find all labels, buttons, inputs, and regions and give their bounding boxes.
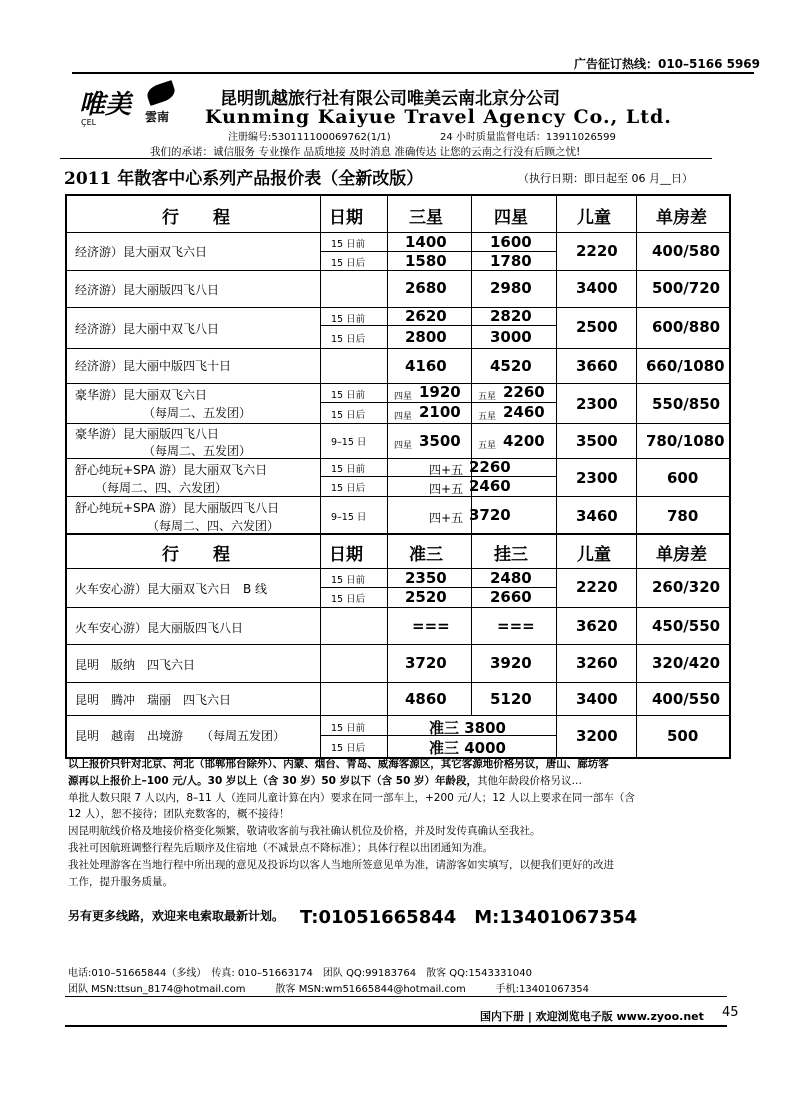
contact-line: 电话:010–51665844（多线） 传真: 010–51663174 团队 QQ:99183764 散客 QQ:1543331040 — [68, 968, 532, 979]
price: 4860 — [405, 690, 447, 708]
registration-number: 注册编号:530111100069762(1/1) — [228, 132, 391, 143]
price: 准三 3800 — [429, 719, 506, 737]
tier-label: 四星 — [394, 392, 413, 402]
price: 1600 — [490, 233, 532, 251]
price: 4200 — [503, 432, 545, 450]
row-line — [67, 496, 729, 497]
phone-numbers: T:01051665844 M:13401067354 — [300, 907, 638, 928]
note-normal: 其他年龄段价格另议… — [477, 774, 583, 787]
row-line — [67, 568, 729, 569]
single-supplement: 660/1080 — [646, 357, 725, 375]
date-before: 15 日前 — [331, 314, 366, 325]
header-single: 单房差 — [656, 208, 707, 228]
route-schedule: （每周二、四、六发团） — [95, 481, 228, 495]
single-supplement: 500/720 — [652, 279, 721, 297]
header-rule — [72, 72, 754, 74]
ad-hotline: 广告征订热线：010–5166 5969 — [573, 57, 760, 71]
header-3star: 三星 — [409, 208, 443, 228]
child-price: 2220 — [576, 242, 618, 260]
price: 3920 — [490, 654, 532, 672]
header-child: 儿童 — [577, 545, 611, 565]
row-line — [67, 270, 729, 271]
price: 2620 — [405, 307, 447, 325]
price: 准三 4000 — [429, 739, 506, 757]
single-supplement: 780/1080 — [646, 432, 725, 450]
header-date: 日期 — [329, 545, 363, 565]
tier-label: 四+五 — [429, 511, 464, 525]
contact-line: 团队 MSN:ttsun_8174@hotmail.com 散客 MSN:wm51665844@hotmail.com 手机:13401067354 — [68, 984, 590, 995]
row-line — [67, 644, 729, 645]
date-before: 15 日前 — [331, 575, 366, 586]
single-supplement: 550/850 — [652, 395, 721, 413]
header-guasan: 挂三 — [494, 545, 528, 565]
price: 1580 — [405, 252, 447, 270]
leaf-icon — [145, 80, 177, 106]
single-supplement: 600 — [667, 469, 699, 487]
row-line — [67, 307, 729, 308]
child-price: 3500 — [576, 432, 618, 450]
route-schedule: （每周二、四、六发团） — [147, 519, 280, 533]
row-line — [67, 383, 729, 384]
date-after: 15 日后 — [331, 743, 366, 754]
route-label: 昆明 腾冲 瑞丽 四飞六日 — [75, 693, 232, 707]
single-supplement: 320/420 — [652, 654, 721, 672]
price: 2260 — [503, 383, 545, 401]
tier-label: 五星 — [478, 392, 497, 402]
price: 2350 — [405, 569, 447, 587]
row-line — [67, 607, 729, 608]
route-schedule: （每周二、五发团） — [143, 406, 252, 420]
tier-label: 四星 — [394, 441, 413, 451]
price: 3720 — [405, 654, 447, 672]
tier-label: 四星 — [394, 412, 413, 422]
child-price: 3260 — [576, 654, 618, 672]
route-label: 昆明 越南 出境游 （每周五发团） — [75, 729, 286, 743]
logo-yunnan: 雲南 — [145, 110, 170, 124]
child-price: 2500 — [576, 318, 618, 336]
date-after: 15 日后 — [331, 258, 366, 269]
note-line: 因昆明航线价格及地接价格变化频繁，敬请收客前与我社确认机位及价格，并及时发传真确认至我社。 — [68, 825, 541, 838]
note-bold: 源再以上报价上–100 元/人。30 岁以上（含 30 岁）50 岁以下（含 50 岁）年龄段， — [68, 774, 478, 787]
row-subline — [320, 325, 556, 326]
single-supplement: 400/550 — [652, 690, 721, 708]
child-price: 3620 — [576, 617, 618, 635]
date-before: 15 日前 — [331, 390, 366, 401]
price: 1400 — [405, 233, 447, 251]
note-line: 以上报价只针对北京、河北（邯郸邢台除外）、内蒙、烟台、青岛、威海客源区，其它客源地价格另议，唐山、廊坊客 — [68, 758, 609, 770]
price: 1780 — [490, 252, 532, 270]
route-label: 经济游）昆大丽中双飞八日 — [75, 322, 220, 336]
quality-hotline: 24 小时质量监督电话：13911026599 — [440, 132, 616, 143]
logo-small: ÇEL — [81, 118, 97, 127]
date-before: 15 日前 — [331, 723, 366, 734]
terms-notes — [68, 756, 728, 890]
date-before: 15 日前 — [331, 464, 366, 475]
footer-text: 国内下册 | 欢迎浏览电子版 www.zyoo.net — [480, 1010, 704, 1023]
header-4star: 四星 — [494, 208, 528, 228]
price: 2260 — [469, 458, 511, 476]
price: 2800 — [405, 328, 447, 346]
single-supplement: 780 — [667, 507, 699, 525]
single-supplement: 500 — [667, 727, 699, 745]
route-label: 经济游）昆大丽中版四飞十日 — [75, 359, 232, 373]
route-label: 火车安心游）昆大丽版四飞八日 — [75, 621, 244, 635]
child-price: 3660 — [576, 357, 618, 375]
col-line — [471, 196, 472, 715]
tier-label: 五星 — [478, 441, 497, 451]
date-before: 15 日前 — [331, 239, 366, 250]
tier-label: 五星 — [478, 412, 497, 422]
price: 2820 — [490, 307, 532, 325]
row-line — [67, 682, 729, 683]
header-single: 单房差 — [656, 545, 707, 565]
child-price: 3400 — [576, 690, 618, 708]
company-name-en: Kunming Kaiyue Travel Agency Co., Ltd. — [205, 106, 672, 128]
single-supplement: 400/580 — [652, 242, 721, 260]
route-label: 舒心纯玩+SPA 游）昆大丽双飞六日 — [75, 463, 268, 477]
note-line: 我社处理游客在当地行程中所出现的意见及投诉均以客人当地所签意见单为准，请游客如实填写，以便我们更好的改进 — [68, 858, 614, 871]
row-line — [67, 232, 729, 233]
header-route: 行 程 — [162, 208, 230, 228]
price: 3720 — [469, 506, 511, 524]
price: 2520 — [405, 588, 447, 606]
price-table — [65, 194, 731, 759]
child-price: 2300 — [576, 395, 618, 413]
date-after: 15 日后 — [331, 334, 366, 345]
price: 3000 — [490, 328, 532, 346]
company-logo — [75, 78, 195, 136]
price: 2980 — [490, 279, 532, 297]
tier-label: 四+五 — [429, 482, 464, 496]
header-zhunsan: 准三 — [409, 545, 443, 565]
price: 5120 — [490, 690, 532, 708]
route-label: 经济游）昆大丽双飞六日 — [75, 245, 208, 259]
price: 1920 — [419, 383, 461, 401]
price: 3500 — [419, 432, 461, 450]
single-supplement: 260/320 — [652, 578, 721, 596]
price: === — [412, 617, 450, 635]
child-price: 3200 — [576, 727, 618, 745]
child-price: 3400 — [576, 279, 618, 297]
row-line — [67, 348, 729, 349]
note-line — [68, 773, 728, 790]
route-label: 火车安心游）昆大丽双飞六日 B 线 — [75, 582, 268, 596]
row-line — [67, 715, 729, 716]
page-title: 2011 年散客中心系列产品报价表（全新改版） — [64, 169, 424, 189]
price: 2480 — [490, 569, 532, 587]
row-line — [67, 423, 729, 424]
note-line: 我社可因航班调整行程先后顺序及住宿地（不减景点不降标准）；具体行程以出团通知为准。 — [68, 841, 494, 854]
header-child: 儿童 — [577, 208, 611, 228]
divider — [60, 158, 712, 159]
single-supplement: 600/880 — [652, 318, 721, 336]
header-route: 行 程 — [162, 545, 230, 565]
tier-label: 四+五 — [429, 463, 464, 477]
price: === — [497, 617, 535, 635]
footer-rule — [65, 1025, 727, 1027]
page-number: 45 — [722, 1005, 739, 1020]
single-supplement: 450/550 — [652, 617, 721, 635]
price: 4520 — [490, 357, 532, 375]
divider — [65, 996, 727, 997]
note-line: 12 人），恕不接待；团队充数客的，概不接待！ — [68, 808, 290, 821]
promise-text: 我们的承诺：诚信服务 专业操作 品质地接 及时消息 准确传达 让您的云南之行没有后顾之忧! — [150, 146, 581, 158]
price: 2680 — [405, 279, 447, 297]
route-label: 经济游）昆大丽版四飞八日 — [75, 283, 220, 297]
child-price: 2220 — [576, 578, 618, 596]
child-price: 2300 — [576, 469, 618, 487]
header-date: 日期 — [329, 208, 363, 228]
route-label: 豪华游）昆大丽双飞六日 — [75, 388, 208, 402]
route-schedule: （每周二、五发团） — [143, 444, 252, 458]
date-after: 15 日后 — [331, 483, 366, 494]
route-label: 舒心纯玩+SPA 游）昆大丽版四飞八日 — [75, 501, 280, 515]
note-line: 单批人数只限 7 人以内，8–11 人（连同儿童计算在内）要求在同一部车上，+200 元/人；12 人以上要求在同一部车（含 — [68, 791, 635, 804]
execution-date: （执行日期：即日起至 06 月__日） — [518, 172, 693, 185]
date-after: 15 日后 — [331, 410, 366, 421]
price: 2100 — [419, 403, 461, 421]
col-line — [556, 196, 557, 757]
date-range: 9–15 日 — [331, 437, 367, 448]
note-line: 工作，提升服务质量。 — [68, 875, 173, 888]
price: 2460 — [469, 477, 511, 495]
child-price: 3460 — [576, 507, 618, 525]
logo-chars: 唯美 — [79, 90, 132, 120]
route-label: 昆明 版纳 四飞六日 — [75, 658, 196, 672]
more-routes-text: 另有更多线路，欢迎来电索取最新计划。 — [68, 909, 285, 923]
date-range: 9–15 日 — [331, 512, 367, 523]
price: 2460 — [503, 403, 545, 421]
company-name-cn: 昆明凯越旅行社有限公司唯美云南北京分公司 — [220, 89, 560, 109]
price: 4160 — [405, 357, 447, 375]
route-label: 豪华游）昆大丽版四飞八日 — [75, 427, 220, 441]
date-after: 15 日后 — [331, 594, 366, 605]
price: 2660 — [490, 588, 532, 606]
col-line — [636, 196, 637, 757]
